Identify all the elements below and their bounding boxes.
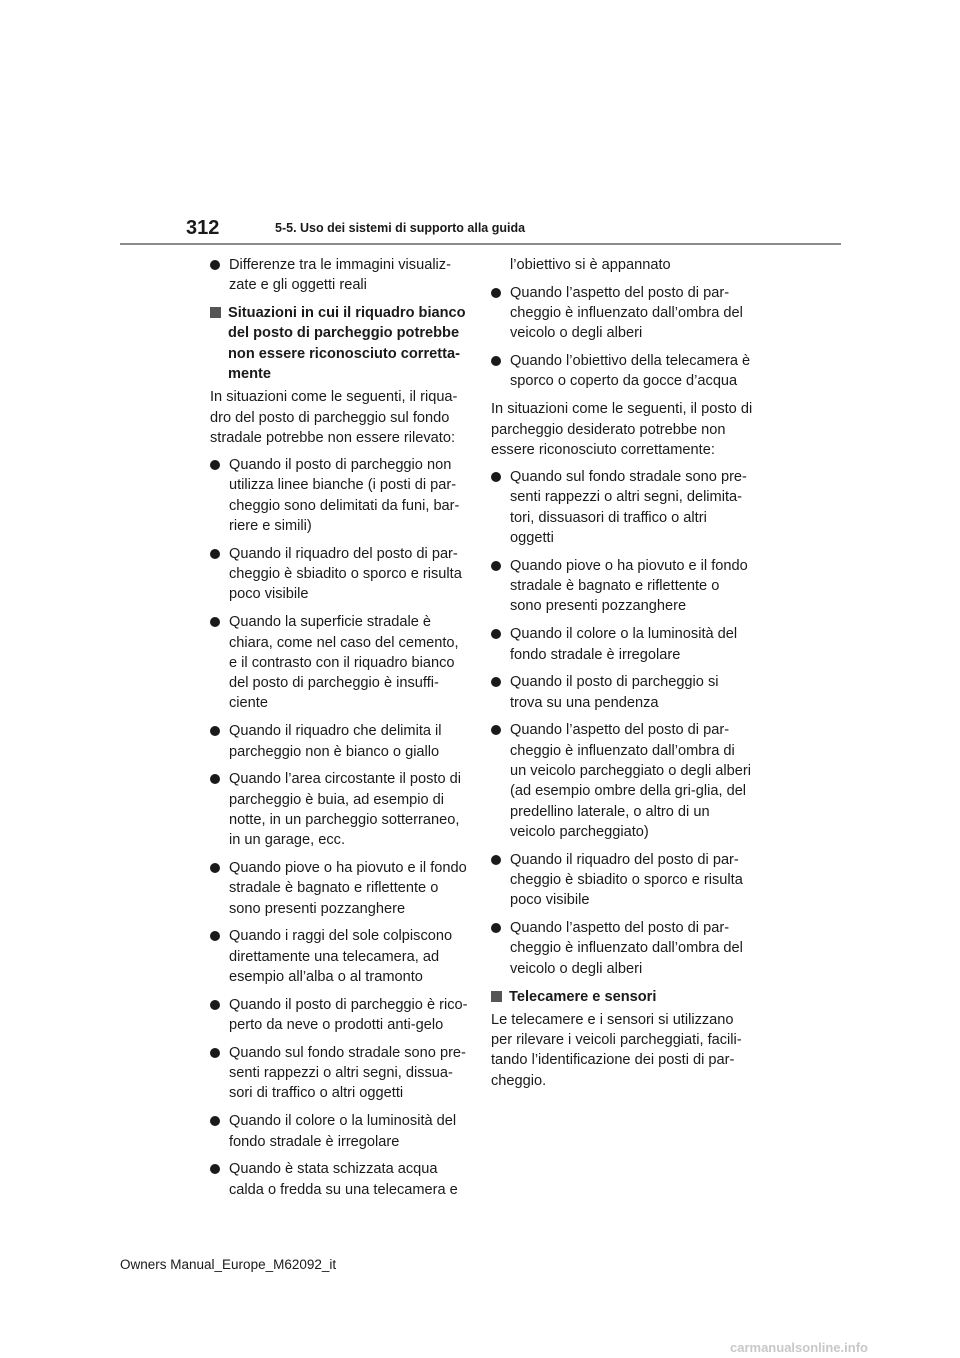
bullet-icon [210, 1048, 220, 1058]
list-item: Quando l’area circostante il posto di parcheggio è buia, ad esempio di notte, in un parcheggio sotterraneo, in un garage, ecc. [210, 769, 468, 850]
paragraph: In situazioni come le seguenti, il riqua-dro del posto di parcheggio sul fondo stradale potrebbe non essere rilevato: [210, 389, 458, 446]
list-item: Quando la superficie stradale è chiara, come nel caso del cemento, e il contrasto con il riquadro bianco del posto di parcheggio è insuffi-ciente [210, 612, 468, 713]
list-item: Quando il riquadro che delimita il parcheggio non è bianco o giallo [210, 721, 468, 762]
bullet-icon [210, 260, 220, 270]
list-item: Differenze tra le immagini visualiz-zate e gli oggetti reali [210, 255, 468, 296]
left-column [210, 255, 468, 1207]
paragraph: In situazioni come le seguenti, il posto di parcheggio desiderato potrebbe non essere riconosciuto correttamente: [491, 401, 753, 458]
list-item: Quando piove o ha piovuto e il fondo stradale è bagnato e riflettente o sono presenti pozzanghere [210, 858, 468, 919]
bullet-icon [491, 855, 501, 865]
list-item: Quando il posto di parcheggio non utilizza linee bianche (i posti di par-cheggio sono delimitati da funi, bar-riere e simili) [210, 455, 468, 536]
bullet-icon [210, 1000, 220, 1010]
bullet-icon [210, 460, 220, 470]
bullet-icon [210, 549, 220, 559]
bullet-icon [210, 774, 220, 784]
list-item: Quando il colore o la luminosità del fondo stradale è irregolare [491, 624, 753, 665]
bullet-icon [491, 629, 501, 639]
list-item: Quando l’aspetto del posto di par-cheggio è influenzato dall’ombra di un veicolo parcheggiato o degli alberi (ad esempio ombre della gri-glia, del predellino laterale, o altro di un veicolo parcheggiato) [491, 720, 753, 842]
list-item: Quando il posto di parcheggio si trova su una pendenza [491, 672, 753, 713]
watermark: carmanualsonline.info [730, 1340, 868, 1355]
bullet-icon [491, 677, 501, 687]
list-item: Quando i raggi del sole colpiscono direttamente una telecamera, ad esempio all’alba o al tramonto [210, 926, 468, 987]
list-item-continuation: l’obiettivo si è appannato [510, 257, 671, 273]
list-item: Quando l’aspetto del posto di par-cheggio è influenzato dall’ombra del veicolo o degli alberi [491, 283, 753, 344]
list-item: Quando piove o ha piovuto e il fondo stradale è bagnato e riflettente o sono presenti pozzanghere [491, 556, 753, 617]
list-item: Quando l’obiettivo della telecamera è sporco o coperto da gocce d’acqua [491, 351, 753, 392]
bullet-icon [210, 1164, 220, 1174]
square-bullet-icon [491, 991, 502, 1002]
bullet-icon [210, 617, 220, 627]
list-item: Quando il riquadro del posto di par-cheggio è sbiadito o sporco e risulta poco visibile [491, 850, 753, 911]
paragraph: Le telecamere e i sensori si utilizzano per rilevare i veicoli parcheggiati, facili-tando l’identificazione dei posti di par-cheggio. [491, 1011, 742, 1089]
bullet-icon [491, 356, 501, 366]
bullet-icon [210, 931, 220, 941]
list-item: Quando sul fondo stradale sono pre-senti rappezzi o altri segni, dissua-sori di traffico o altri oggetti [210, 1043, 468, 1104]
header-divider [120, 243, 841, 245]
square-bullet-icon [210, 307, 221, 318]
bullet-icon [491, 472, 501, 482]
subsection-heading: Telecamere e sensori [491, 987, 753, 1007]
bullet-icon [210, 863, 220, 873]
bullet-icon [491, 923, 501, 933]
bullet-icon [491, 288, 501, 298]
list-item: Quando sul fondo stradale sono pre-senti rappezzi o altri segni, delimita-tori, dissuasori di traffico o altri oggetti [491, 467, 753, 548]
subsection-heading: Situazioni in cui il riquadro bianco del posto di parcheggio potrebbe non essere riconosciuto corretta-mente [210, 303, 468, 384]
list-item: Quando è stata schizzata acqua calda o fredda su una telecamera e [210, 1159, 468, 1200]
bullet-icon [491, 725, 501, 735]
list-item: Quando il colore o la luminosità del fondo stradale è irregolare [210, 1111, 468, 1152]
list-item: Quando il riquadro del posto di par-cheggio è sbiadito o sporco e risulta poco visibile [210, 544, 468, 605]
right-column [491, 255, 753, 1098]
bullet-icon [210, 726, 220, 736]
footer-text: Owners Manual_Europe_M62092_it [120, 1257, 337, 1272]
list-item: Quando il posto di parcheggio è rico-perto da neve o prodotti anti-gelo [210, 995, 468, 1036]
bullet-icon [210, 1116, 220, 1126]
section-title: 5-5. Uso dei sistemi di supporto alla guida [275, 221, 526, 235]
list-item: Quando l’aspetto del posto di par-cheggio è influenzato dall’ombra del veicolo o degli alberi [491, 918, 753, 979]
bullet-icon [491, 561, 501, 571]
page-number: 312 [186, 217, 220, 239]
